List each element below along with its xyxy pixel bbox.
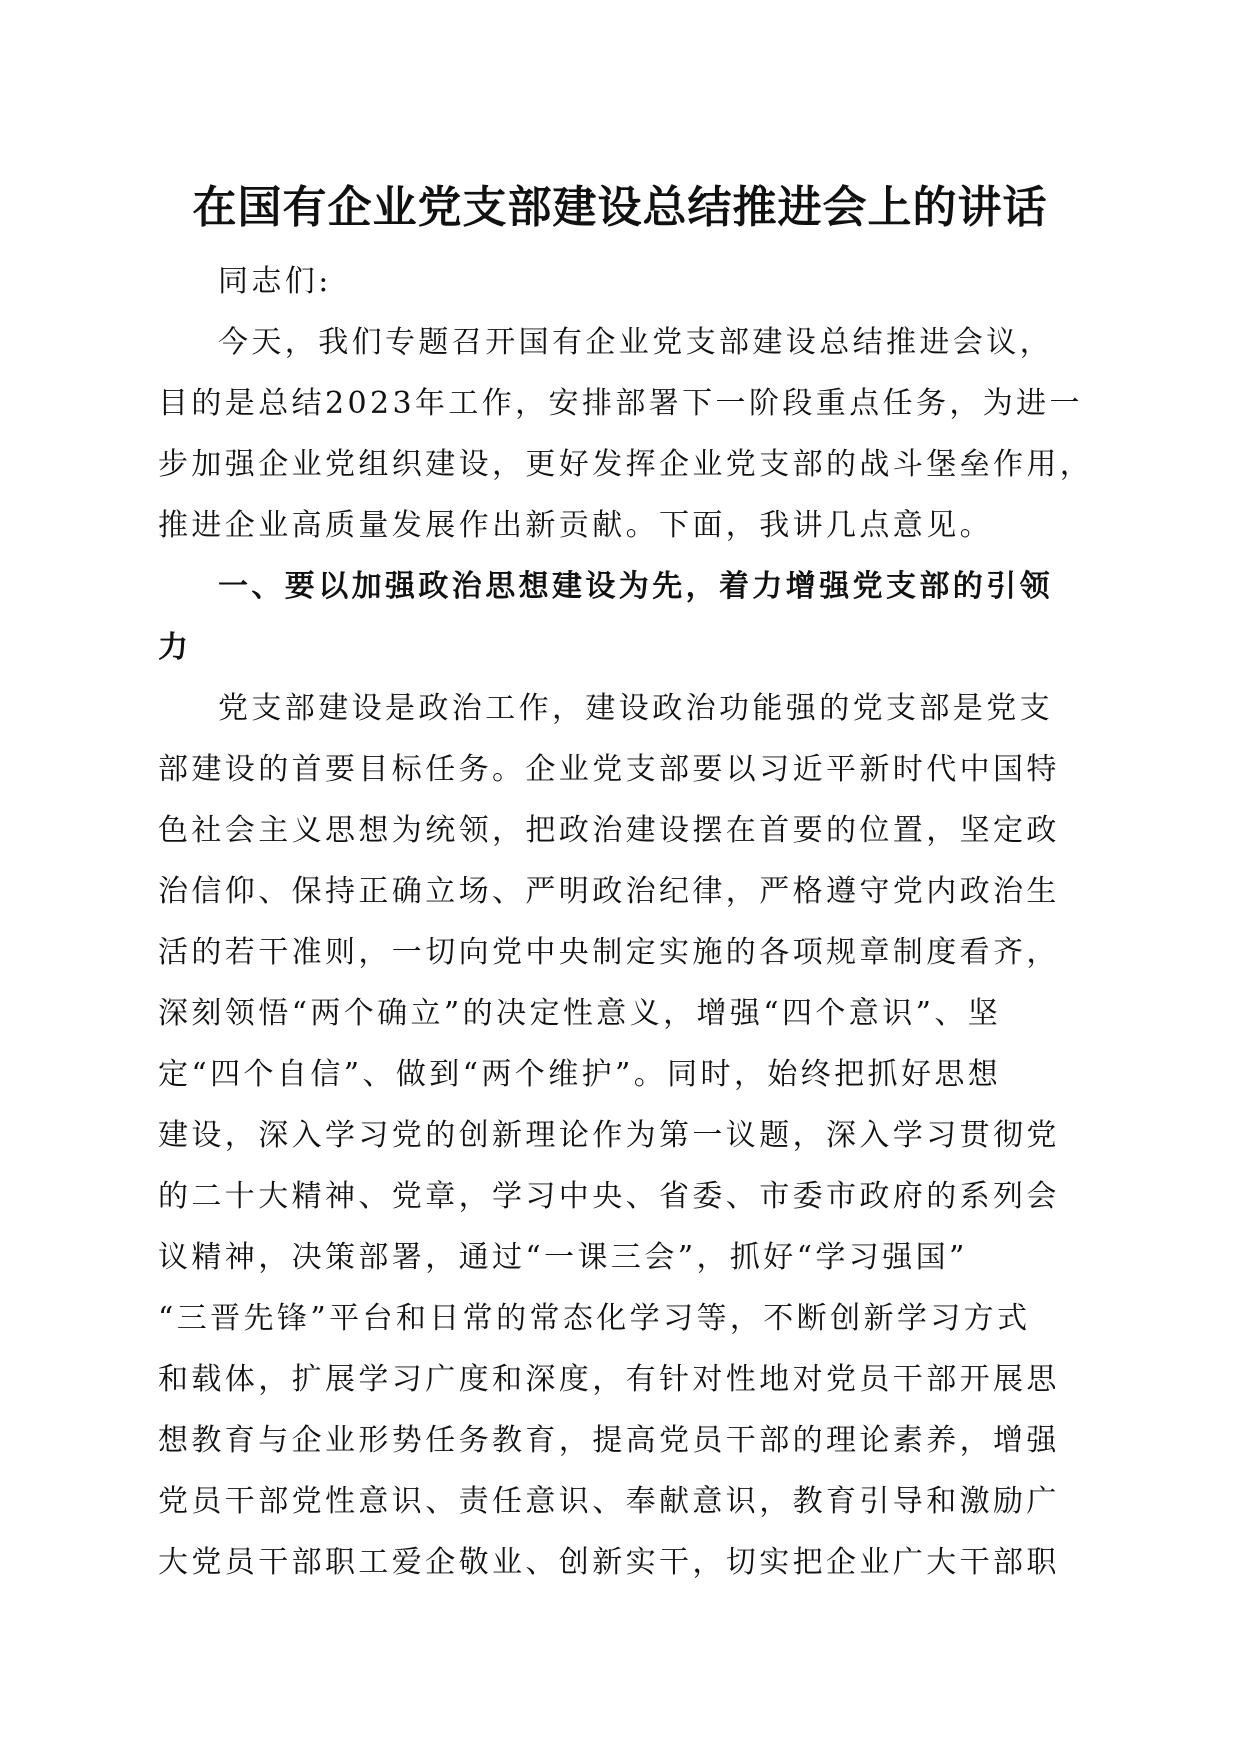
section-heading-line: 力 xyxy=(158,630,192,665)
intro-line: 步加强企业党组织建设，更好发挥企业党支部的战斗堡垒作用， xyxy=(158,447,1094,482)
body-line: 治信仰、保持正确立场、严明政治纪律，严格遵守党内政治生 xyxy=(158,874,1060,909)
section-heading-line: 一、要以加强政治思想建设为先，着力增强党支部的引领 xyxy=(218,569,1053,604)
intro-line: 今天，我们专题召开国有企业党支部建设总结推进会议， xyxy=(218,325,1053,360)
body-line: 想教育与企业形势任务教育，提高党员干部的理论素养，增强 xyxy=(158,1423,1060,1458)
body-line: 党员干部党性意识、责任意识、奉献意识，教育引导和激励广 xyxy=(158,1484,1060,1519)
body-line: 活的若干准则，一切向党中央制定实施的各项规章制度看齐， xyxy=(158,935,1060,970)
intro-line: 推进企业高质量发展作出新贡献。下面，我讲几点意见。 xyxy=(158,508,993,543)
body-line: 大党员干部职工爱企敬业、创新实干，切实把企业广大干部职 xyxy=(158,1545,1060,1580)
body-line: 党支部建设是政治工作，建设政治功能强的党支部是党支 xyxy=(218,691,1053,726)
body-line: 部建设的首要目标任务。企业党支部要以习近平新时代中国特 xyxy=(158,752,1060,787)
body-line: 定“四个自信”、做到“两个维护”。同时，始终把抓好思想 xyxy=(158,1057,1002,1092)
body-line: 色社会主义思想为统领，把政治建设摆在首要的位置，坚定政 xyxy=(158,813,1060,848)
document-title: 在国有企业党支部建设总结推进会上的讲话 xyxy=(192,182,1048,233)
body-line: 和载体，扩展学习广度和深度，有针对性地对党员干部开展思 xyxy=(158,1362,1060,1397)
intro-line: 目的是总结2023年工作，安排部署下一阶段重点任务，为进一 xyxy=(158,386,1083,421)
body-line: 的二十大精神、党章，学习中央、省委、市委市政府的系列会 xyxy=(158,1179,1060,1214)
body-line: 议精神，决策部署，通过“一课三会”，抓好“学习强国” xyxy=(158,1240,968,1275)
body-line: 深刻领悟“两个确立”的决定性意义，增强“四个意识”、坚 xyxy=(158,996,1002,1031)
salutation: 同志们: xyxy=(218,264,332,299)
body-line: 建设，深入学习党的创新理论作为第一议题，深入学习贯彻党 xyxy=(158,1118,1060,1153)
body-line: “三晋先锋”平台和日常的常态化学习等，不断创新学习方式 xyxy=(158,1301,1031,1336)
